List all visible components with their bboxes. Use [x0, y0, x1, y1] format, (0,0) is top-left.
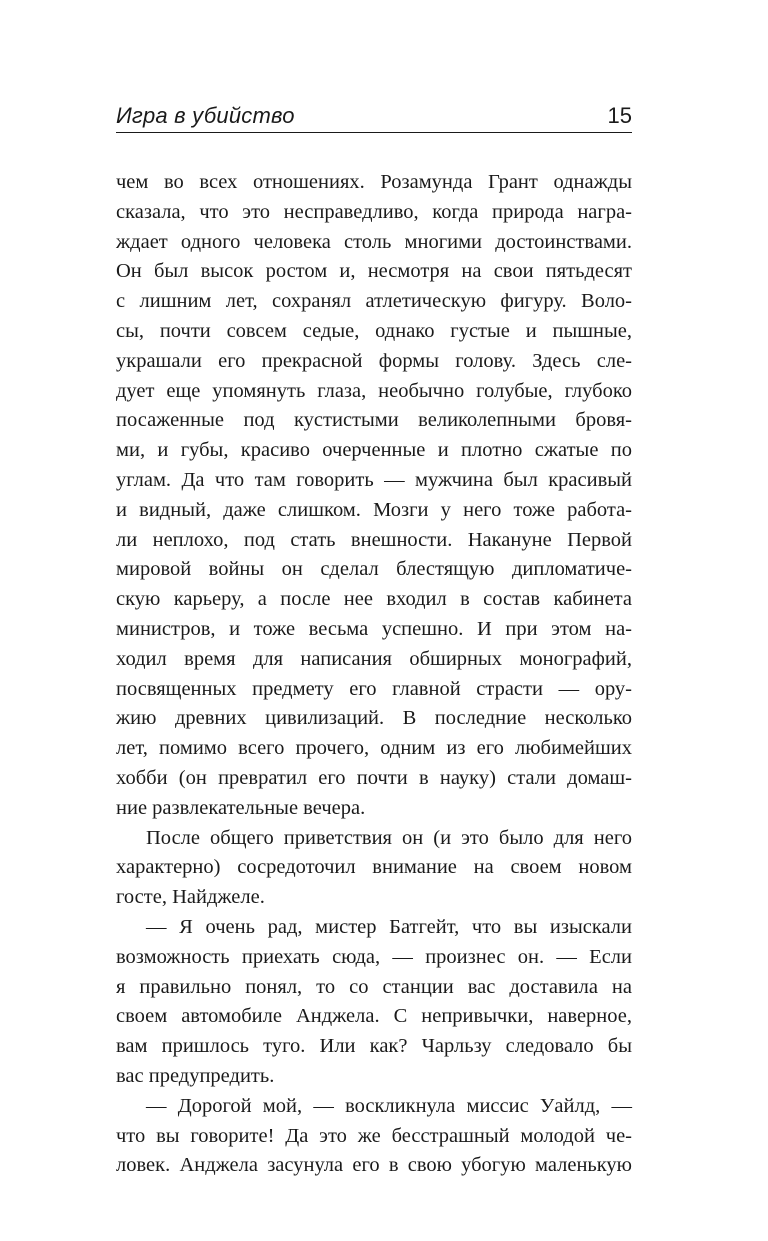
text-line: дует еще упомянуть глаза, необычно голубые, глубоко [116, 379, 632, 402]
text-line: мировой войны он сделал блестящую дипломатиче- [116, 558, 632, 581]
text-line: ми, и губы, красиво очерченные и плотно сжатые по [116, 439, 632, 462]
running-header [116, 98, 632, 133]
text-line: лет, помимо всего прочего, одним из его любимейших [116, 737, 632, 760]
text-line: — Я очень рад, мистер Батгейт, что вы изыскали [146, 915, 632, 938]
text-line: После общего приветствия он (и это было для него [146, 826, 632, 849]
text-line: ждает одного человека столь многими достоинствами. [116, 230, 632, 253]
text-line: вас предупредить. [116, 1064, 275, 1087]
text-line: я правильно понял, то со станции вас доставила на [116, 975, 632, 998]
text-line: что вы говорите! Да это же бесстрашный молодой че- [116, 1124, 632, 1147]
text-line: сы, почти совсем седые, однако густые и пышные, [116, 319, 632, 342]
text-line: возможность приехать сюда, — произнес он. — Если [116, 945, 632, 968]
text-line: посаженные под кустистыми великолепными бровя- [116, 409, 632, 432]
text-line: скую карьеру, а после нее входил в состав кабинета [116, 588, 632, 611]
text-line: углам. Да что там говорить — мужчина был красивый [116, 468, 632, 491]
text-line: своем автомобиле Анджела. С непривычки, наверное, [116, 1005, 632, 1028]
text-line: характерно) сосредоточил внимание на своем новом [116, 856, 632, 879]
book-title: Игра в убийство [116, 103, 295, 128]
text-line: ние развлекательные вечера. [116, 796, 366, 819]
text-line: жию древних цивилизаций. В последние несколько [116, 707, 632, 730]
text-line: хобби (он превратил его почти в науку) стали домаш- [116, 766, 632, 789]
text-line: ловек. Анджела засунула его в свою убогую маленькую [116, 1154, 632, 1177]
body-text [116, 168, 632, 1181]
text-line: — Дорогой мой, — воскликнула миссис Уайлд, — [146, 1094, 632, 1117]
text-line: вам пришлось туго. Или как? Чарльзу следовало бы [116, 1035, 632, 1058]
text-line: сказала, что это несправедливо, когда природа награ- [116, 200, 632, 223]
text-line: с лишним лет, сохранял атлетическую фигуру. Воло- [116, 290, 632, 313]
text-line: украшали его прекрасной формы голову. Здесь сле- [116, 349, 632, 372]
text-line: чем во всех отношениях. Розамунда Грант однажды [116, 171, 632, 193]
page-number: 15 [607, 103, 632, 128]
text-line: ходил время для написания обширных монографий, [116, 647, 632, 670]
text-line: и видный, даже слишком. Мозги у него тоже работа- [116, 498, 632, 521]
text-line: посвященных предмету его главной страсти — ору- [116, 677, 632, 700]
text-line: ли неплохо, под стать внешности. Накануне Первой [116, 528, 632, 551]
text-line: Он был высок ростом и, несмотря на свои пятьдесят [116, 260, 632, 283]
text-line: госте, Найджеле. [116, 886, 265, 909]
text-line: министров, и тоже весьма успешно. И при этом на- [116, 617, 632, 640]
